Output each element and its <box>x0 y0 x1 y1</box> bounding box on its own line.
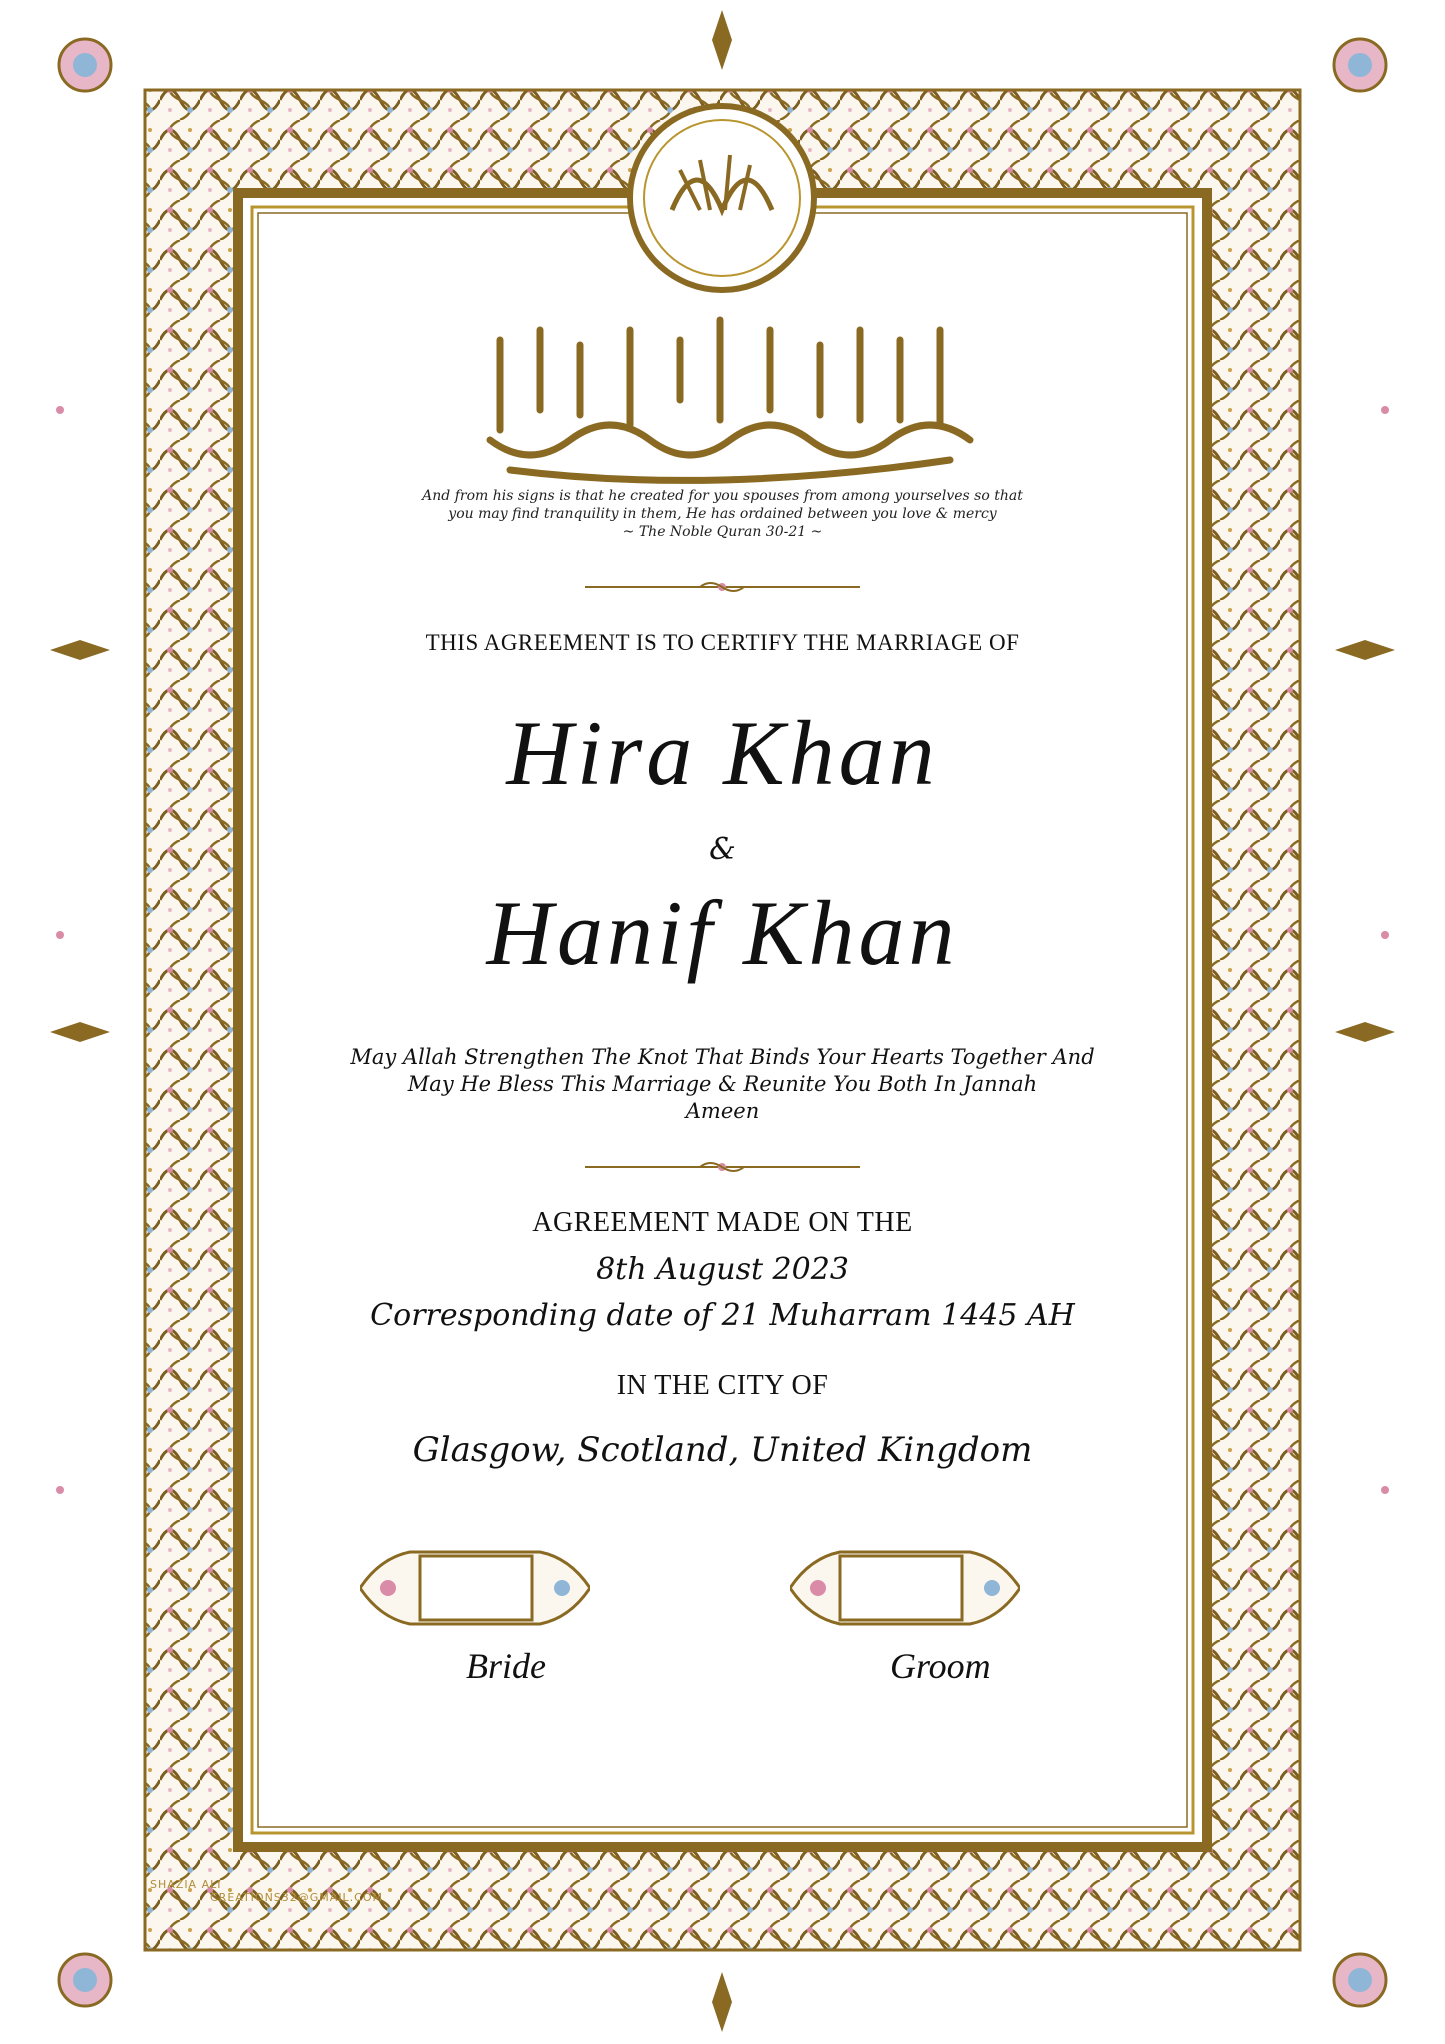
certificate-intro: THIS AGREEMENT IS TO CERTIFY THE MARRIAGE OF <box>425 630 1020 655</box>
watermark <box>150 1878 383 1904</box>
groom-name: Hanif Khan <box>486 882 959 984</box>
blessing-line1: May Allah Strengthen The Knot That Binds Your Hearts Together And <box>350 1045 1095 1069</box>
groom-signature-box[interactable] <box>790 1546 1020 1630</box>
city-name: Glasgow, Scotland, United Kingdom <box>412 1430 1033 1470</box>
date-heading: AGREEMENT MADE ON THE <box>532 1207 913 1238</box>
groom-label: Groom <box>890 1646 991 1686</box>
verse-translation <box>0 487 1445 541</box>
bride-label: Bride <box>466 1646 546 1686</box>
city-heading: IN THE CITY OF <box>616 1370 829 1401</box>
bride-name: Hira Khan <box>506 702 939 804</box>
agreement-date: 8th August 2023 <box>596 1252 849 1287</box>
hijri-date: Corresponding date of 21 Muharram 1445 AH <box>370 1298 1075 1333</box>
verse-reference: ~ The Noble Quran 30-21 ~ <box>622 524 823 540</box>
blessing-line3: Ameen <box>685 1099 760 1123</box>
verse-translation-line2: you may find tranquility in them, He has ordained between you love & mercy <box>448 506 997 522</box>
blessing-line2: May He Bless This Marriage & Reunite You Both In Jannah <box>407 1072 1038 1096</box>
watermark-line1: SHAZIA ALI <box>150 1878 222 1891</box>
bismillah-medallion-icon <box>630 106 814 290</box>
verse-translation-line1: And from his signs is that he created for you spouses from among yourselves so that <box>422 488 1023 504</box>
blessing <box>0 1044 1445 1125</box>
ampersand: & <box>709 832 736 867</box>
watermark-line2: CREATIONS32@GMAIL.COM <box>210 1891 384 1904</box>
bride-signature-box[interactable] <box>360 1546 590 1630</box>
